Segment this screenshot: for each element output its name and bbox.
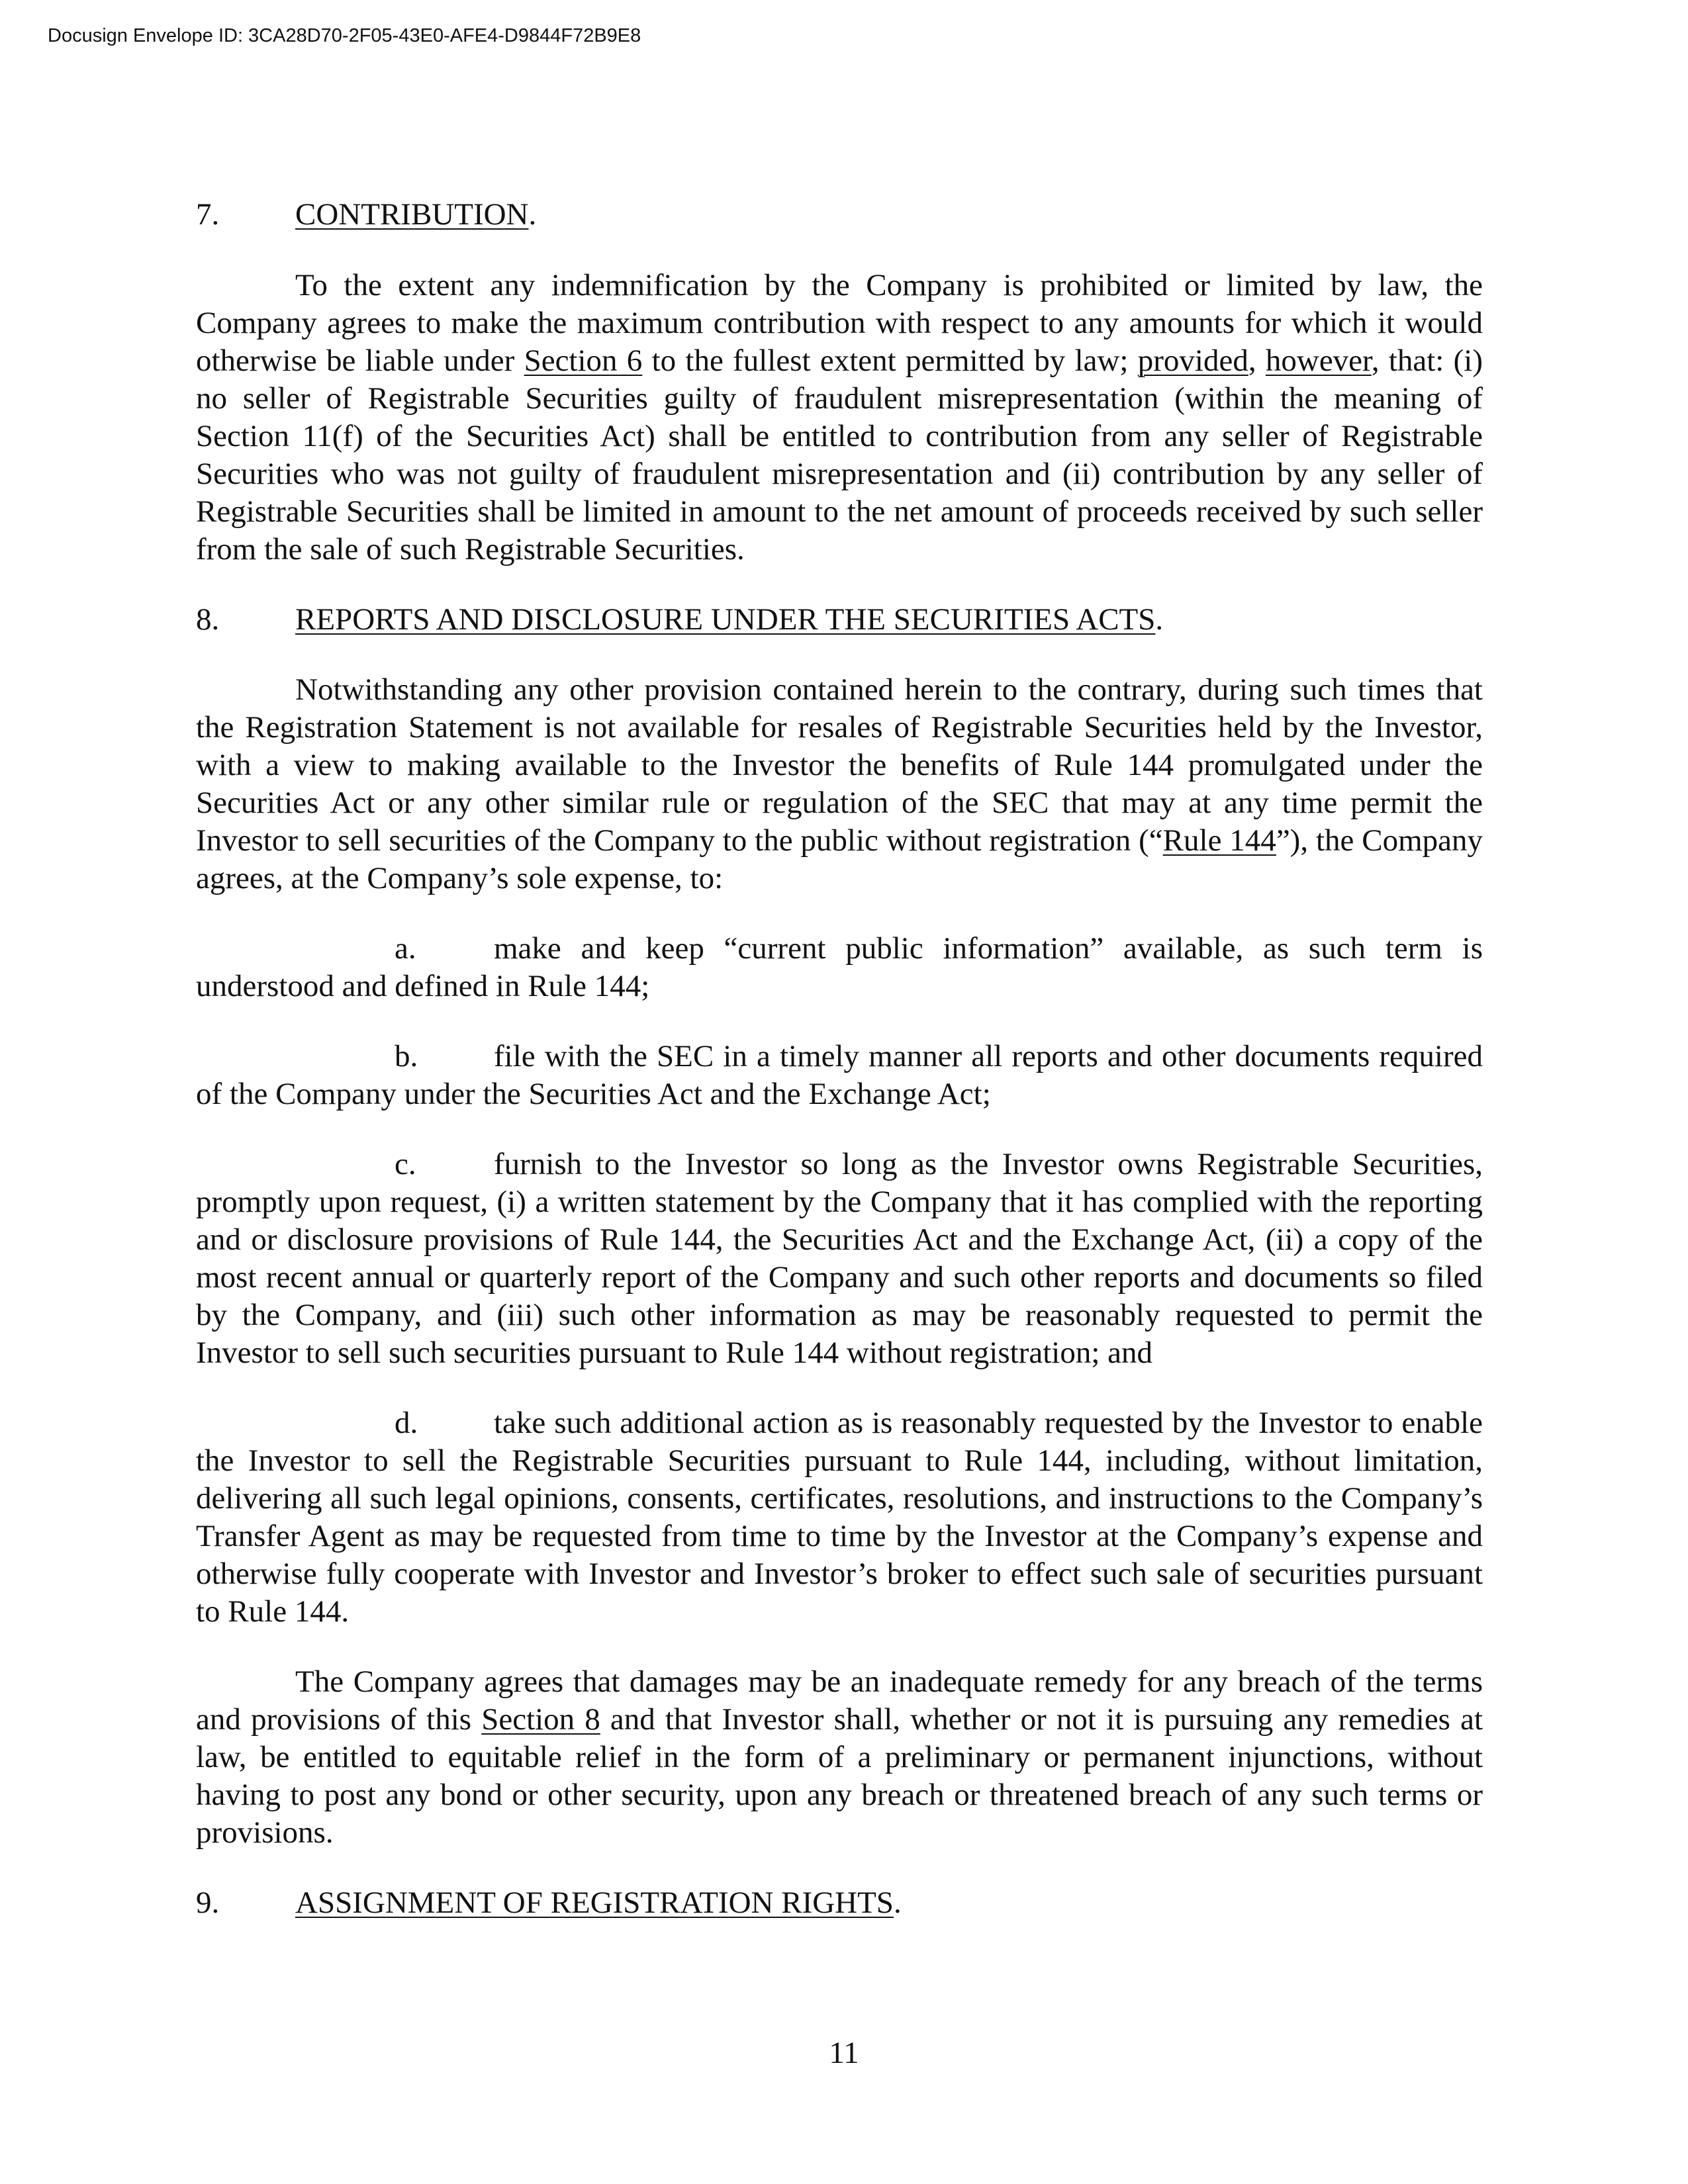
- section-8-remedy-paragraph: The Company agrees that damages may be an inadequate remedy for any breach of the terms and provisions of this Section 8 and that Investor shall, whether or not it is pursuing any remedies at law, be entitled to equitable relief in the form of a preliminary or permanent injunctions, without having to post any bond or other security, upon any breach or threatened breach of any such terms or provisions.: [196, 1664, 1483, 1850]
- section-title: CONTRIBUTION: [295, 197, 529, 232]
- page-number: 11: [829, 2036, 859, 2070]
- list-item: d. take such additional action as is reasonably requested by the Investor to enable the Investor to sell the Registrable Securities pursuant to Rule 144, including, without limitation, delivering all such legal opinions, consents, certificates, resolutions, and instructions to the Company’s Transfer Agent as may be requested from time to time by the Investor at the Company’s expense and otherwise fully cooperate with Investor and Investor’s broker to effect such sale of securities pursuant to Rule 144.: [196, 1406, 1483, 1629]
- list-item-label: d.: [395, 1406, 418, 1440]
- section-title: ASSIGNMENT OF REGISTRATION RIGHTS: [295, 1886, 894, 1920]
- section-number: 8.: [196, 602, 220, 637]
- section-8-paragraph: Notwithstanding any other provision contained herein to the contrary, during such times that the Registration Statement is not available for resales of Registrable Securities held by the Investor, with a view to making available to the Investor the benefits of Rule 144 promulgated under the Securities Act or any other similar rule or regulation of the SEC that may at any time permit the Investor to sell securities of the Company to the public without registration (“Rule 144”), the Company agrees, at the Company’s sole expense, to:: [196, 672, 1483, 895]
- section-number: 7.: [196, 197, 220, 232]
- section-8-reference: Section 8: [481, 1702, 600, 1737]
- list-item-label: c.: [395, 1147, 416, 1181]
- list-item-label: a.: [395, 931, 416, 966]
- list-item: b. file with the SEC in a timely manner all reports and other documents required of the Company under the Securities Act and the Exchange Act;: [196, 1039, 1483, 1111]
- however-term: however: [1265, 343, 1372, 378]
- section-7-heading: 7. CONTRIBUTION.: [196, 196, 1483, 234]
- section-number: 9.: [196, 1886, 220, 1920]
- section-9-heading: 9. ASSIGNMENT OF REGISTRATION RIGHTS.: [196, 1884, 1483, 1922]
- list-item: a. make and keep “current public information” available, as such term is understood and defined in Rule 144;: [196, 931, 1483, 1003]
- envelope-id: Docusign Envelope ID: 3CA28D70-2F05-43E0-AFE4-D9844F72B9E8: [48, 25, 641, 46]
- list-item: c. furnish to the Investor so long as the Investor owns Registrable Securities, promptly upon request, (i) a written statement by the Company that it has complied with the reporting and or disclosure provisions of Rule 144, the Securities Act and the Exchange Act, (ii) a copy of the most recent annual or quarterly report of the Company and such other reports and documents so filed by the Company, and (iii) such other information as may be reasonably requested to permit the Investor to sell such securities pursuant to Rule 144 without registration; and: [196, 1147, 1483, 1370]
- list-item-label: b.: [395, 1039, 418, 1073]
- provided-term: provided: [1137, 343, 1248, 378]
- document-page: [196, 196, 1483, 1922]
- section-6-reference: Section 6: [524, 343, 643, 378]
- section-8-heading: 8. REPORTS AND DISCLOSURE UNDER THE SECURITIES ACTS.: [196, 601, 1483, 639]
- section-title: REPORTS AND DISCLOSURE UNDER THE SECURITIES ACTS: [295, 602, 1156, 637]
- section-7-paragraph: To the extent any indemnification by the Company is prohibited or limited by law, the Company agrees to make the maximum contribution with respect to any amounts for which it would otherwise be liable under Section 6 to the fullest extent permitted by law; provided, however, that: (i) no seller of Registrable Securities guilty of fraudulent misrepresentation (within the meaning of Section 11(f) of the Securities Act) shall be entitled to contribution from any seller of Registrable Securities who was not guilty of fraudulent misrepresentation and (ii) contribution by any seller of Registrable Securities shall be limited in amount to the net amount of proceeds received by such seller from the sale of such Registrable Securities.: [196, 268, 1483, 567]
- rule-144-definition: Rule 144: [1162, 823, 1276, 858]
